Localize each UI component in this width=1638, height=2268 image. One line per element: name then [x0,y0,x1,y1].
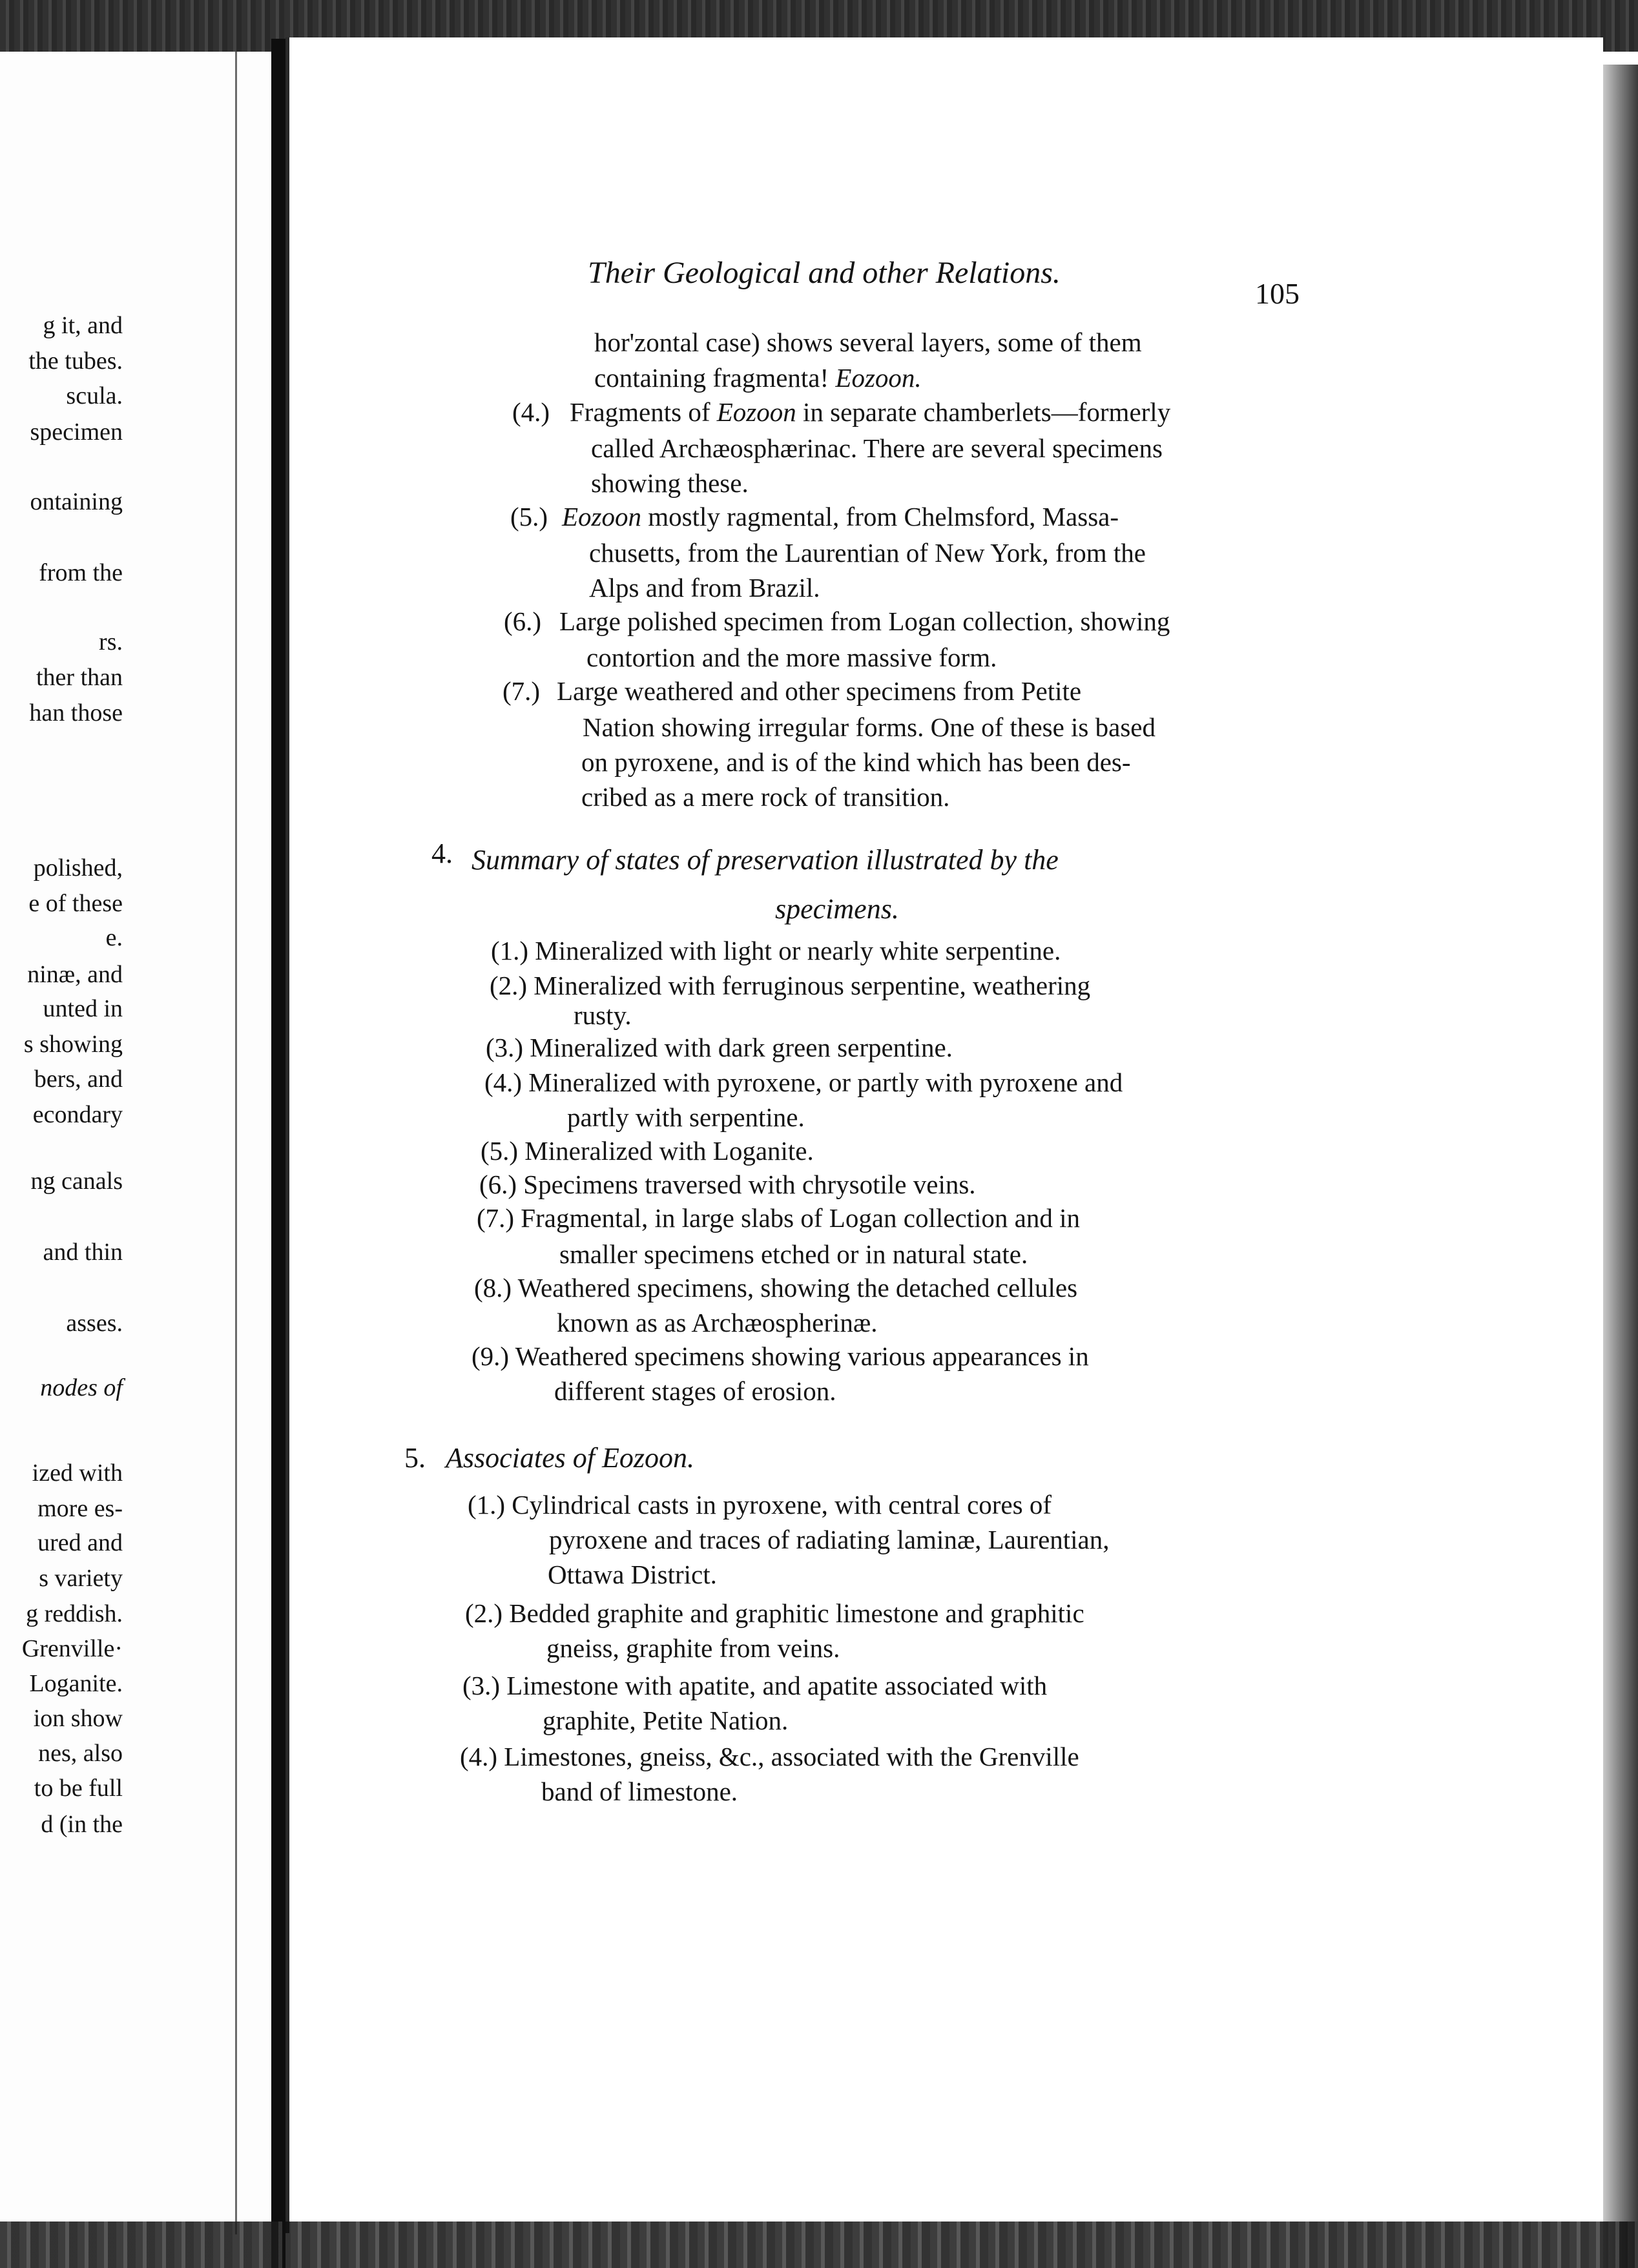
section-number: 4. [431,838,453,869]
facing-page-line: nodes of [40,1374,123,1401]
item-number: (6.) [504,606,542,636]
facing-page-line: more es- [37,1495,123,1522]
list-item: smaller specimens etched or in natural state. [559,1239,1028,1269]
text-line: Nation showing irregular forms. One of these is based [583,712,1156,742]
facing-page-line: s showing [23,1031,123,1058]
list-item: partly with serpentine. [567,1102,805,1132]
facing-page-line: d (in the [41,1811,123,1838]
list-item: (6.) Specimens traversed with chrysotile veins. [479,1170,976,1199]
item-number: (5.) [510,502,548,531]
text-line: cribed as a mere rock of transition. [581,782,950,812]
facing-page-line: econdary [32,1101,123,1128]
facing-page-line: to be full [34,1775,123,1802]
list-item: (1.) Mineralized with light or nearly white serpentine. [491,936,1061,965]
text-line: hor'zontal case) shows several layers, some of them [594,327,1142,357]
list-item: (2.) Bedded graphite and graphitic limestone and graphitic [465,1598,1084,1628]
facing-page-line: g it, and [43,312,123,339]
facing-page-line: asses. [66,1310,123,1337]
list-item: graphite, Petite Nation. [543,1706,789,1735]
facing-page-line: e. [105,924,123,951]
section-title: Associates of Eozoon. [446,1442,694,1474]
facing-page-line: specimen [30,418,123,446]
facing-page-line: ontaining [30,488,123,515]
section-title: Summary of states of preservation illustrated by the [472,844,1059,876]
list-item: different stages of erosion. [554,1376,836,1406]
facing-page-line: ured and [37,1529,123,1556]
facing-page-line: nes, also [38,1740,123,1767]
facing-page-line: polished, [33,854,123,881]
list-item: (4.) Mineralized with pyroxene, or partly with pyroxene and [484,1067,1123,1097]
section-title: specimens. [775,893,899,925]
text-line: Large weathered and other specimens from Petite [557,676,1082,706]
list-item: (4.) Limestones, gneiss, &c., associated with the Grenville [460,1742,1079,1771]
facing-page-line: ninæ, and [27,961,123,988]
facing-page-line: ther than [36,664,123,691]
section-number: 5. [404,1442,426,1474]
facing-page-line: Loganite. [29,1670,123,1697]
facing-page-line: scula. [66,382,123,409]
book-gutter [271,39,285,2268]
text-line: Large polished specimen from Logan collection, showing [559,606,1170,636]
list-item: band of limestone. [541,1777,738,1806]
text-line: chusetts, from the Laurentian of New York, from the [589,538,1146,568]
list-item: Ottawa District. [548,1560,717,1589]
list-item: (8.) Weathered specimens, showing the detached cellules [474,1273,1078,1303]
text-line: contortion and the more massive form. [586,643,997,672]
text-line: showing these. [591,468,749,498]
scan-bottom-edge [0,2222,1638,2268]
main-page [285,37,1603,2233]
page-number: 105 [1255,277,1300,310]
facing-page-line: Grenville· [21,1635,123,1662]
facing-page-line: ng canals [30,1168,123,1195]
list-item: rusty. [574,1000,632,1030]
list-item: (2.) Mineralized with ferruginous serpentine, weathering [490,971,1091,1000]
list-item: (7.) Fragmental, in large slabs of Logan collection and in [477,1203,1081,1233]
facing-page-line: s variety [39,1565,123,1592]
facing-page-line: unted in [43,995,123,1022]
facing-page-fragment [0,52,271,2268]
list-item: gneiss, graphite from veins. [546,1633,840,1663]
text-line: on pyroxene, and is of the kind which has been des- [581,747,1131,777]
facing-page-line: ized with [32,1459,123,1487]
text-line: Eozoon mostly ragmental, from Chelmsford, Massa- [562,502,1119,531]
item-number: (4.) [512,397,550,427]
facing-page-line: from the [39,559,123,586]
list-item: (9.) Weathered specimens showing various appearances in [472,1341,1089,1371]
facing-page-line: the tubes. [28,347,123,375]
list-item: (1.) Cylindrical casts in pyroxene, with central cores of [468,1490,1052,1520]
text-line: containing fragmenta! Eozoon. [594,363,922,393]
facing-page-line: rs. [99,628,123,655]
item-number: (7.) [503,676,541,706]
facing-page-line: e of these [28,890,123,917]
facing-page-line: han those [29,699,123,727]
list-item: known as as Archæospherinæ. [557,1308,878,1337]
facing-page-line: bers, and [34,1066,123,1093]
list-item: (3.) Limestone with apatite, and apatite associated with [462,1671,1048,1700]
facing-page-line: ion show [33,1705,123,1732]
text-line: Fragments of Eozoon in separate chamberlets—formerly [570,397,1171,427]
list-item: (5.) Mineralized with Loganite. [481,1136,814,1166]
running-title: Their Geological and other Relations. [588,256,1061,290]
list-item: (3.) Mineralized with dark green serpentine. [486,1033,953,1062]
list-item: pyroxene and traces of radiating laminæ, Laurentian, [549,1525,1110,1554]
text-line: called Archæosphærinac. There are several specimens [591,433,1163,463]
page-edge-shadow [1603,65,1638,2268]
facing-page-line: g reddish. [26,1600,123,1627]
spine-line [235,52,237,2234]
facing-page-line: and thin [43,1239,123,1266]
text-line: Alps and from Brazil. [589,573,820,603]
